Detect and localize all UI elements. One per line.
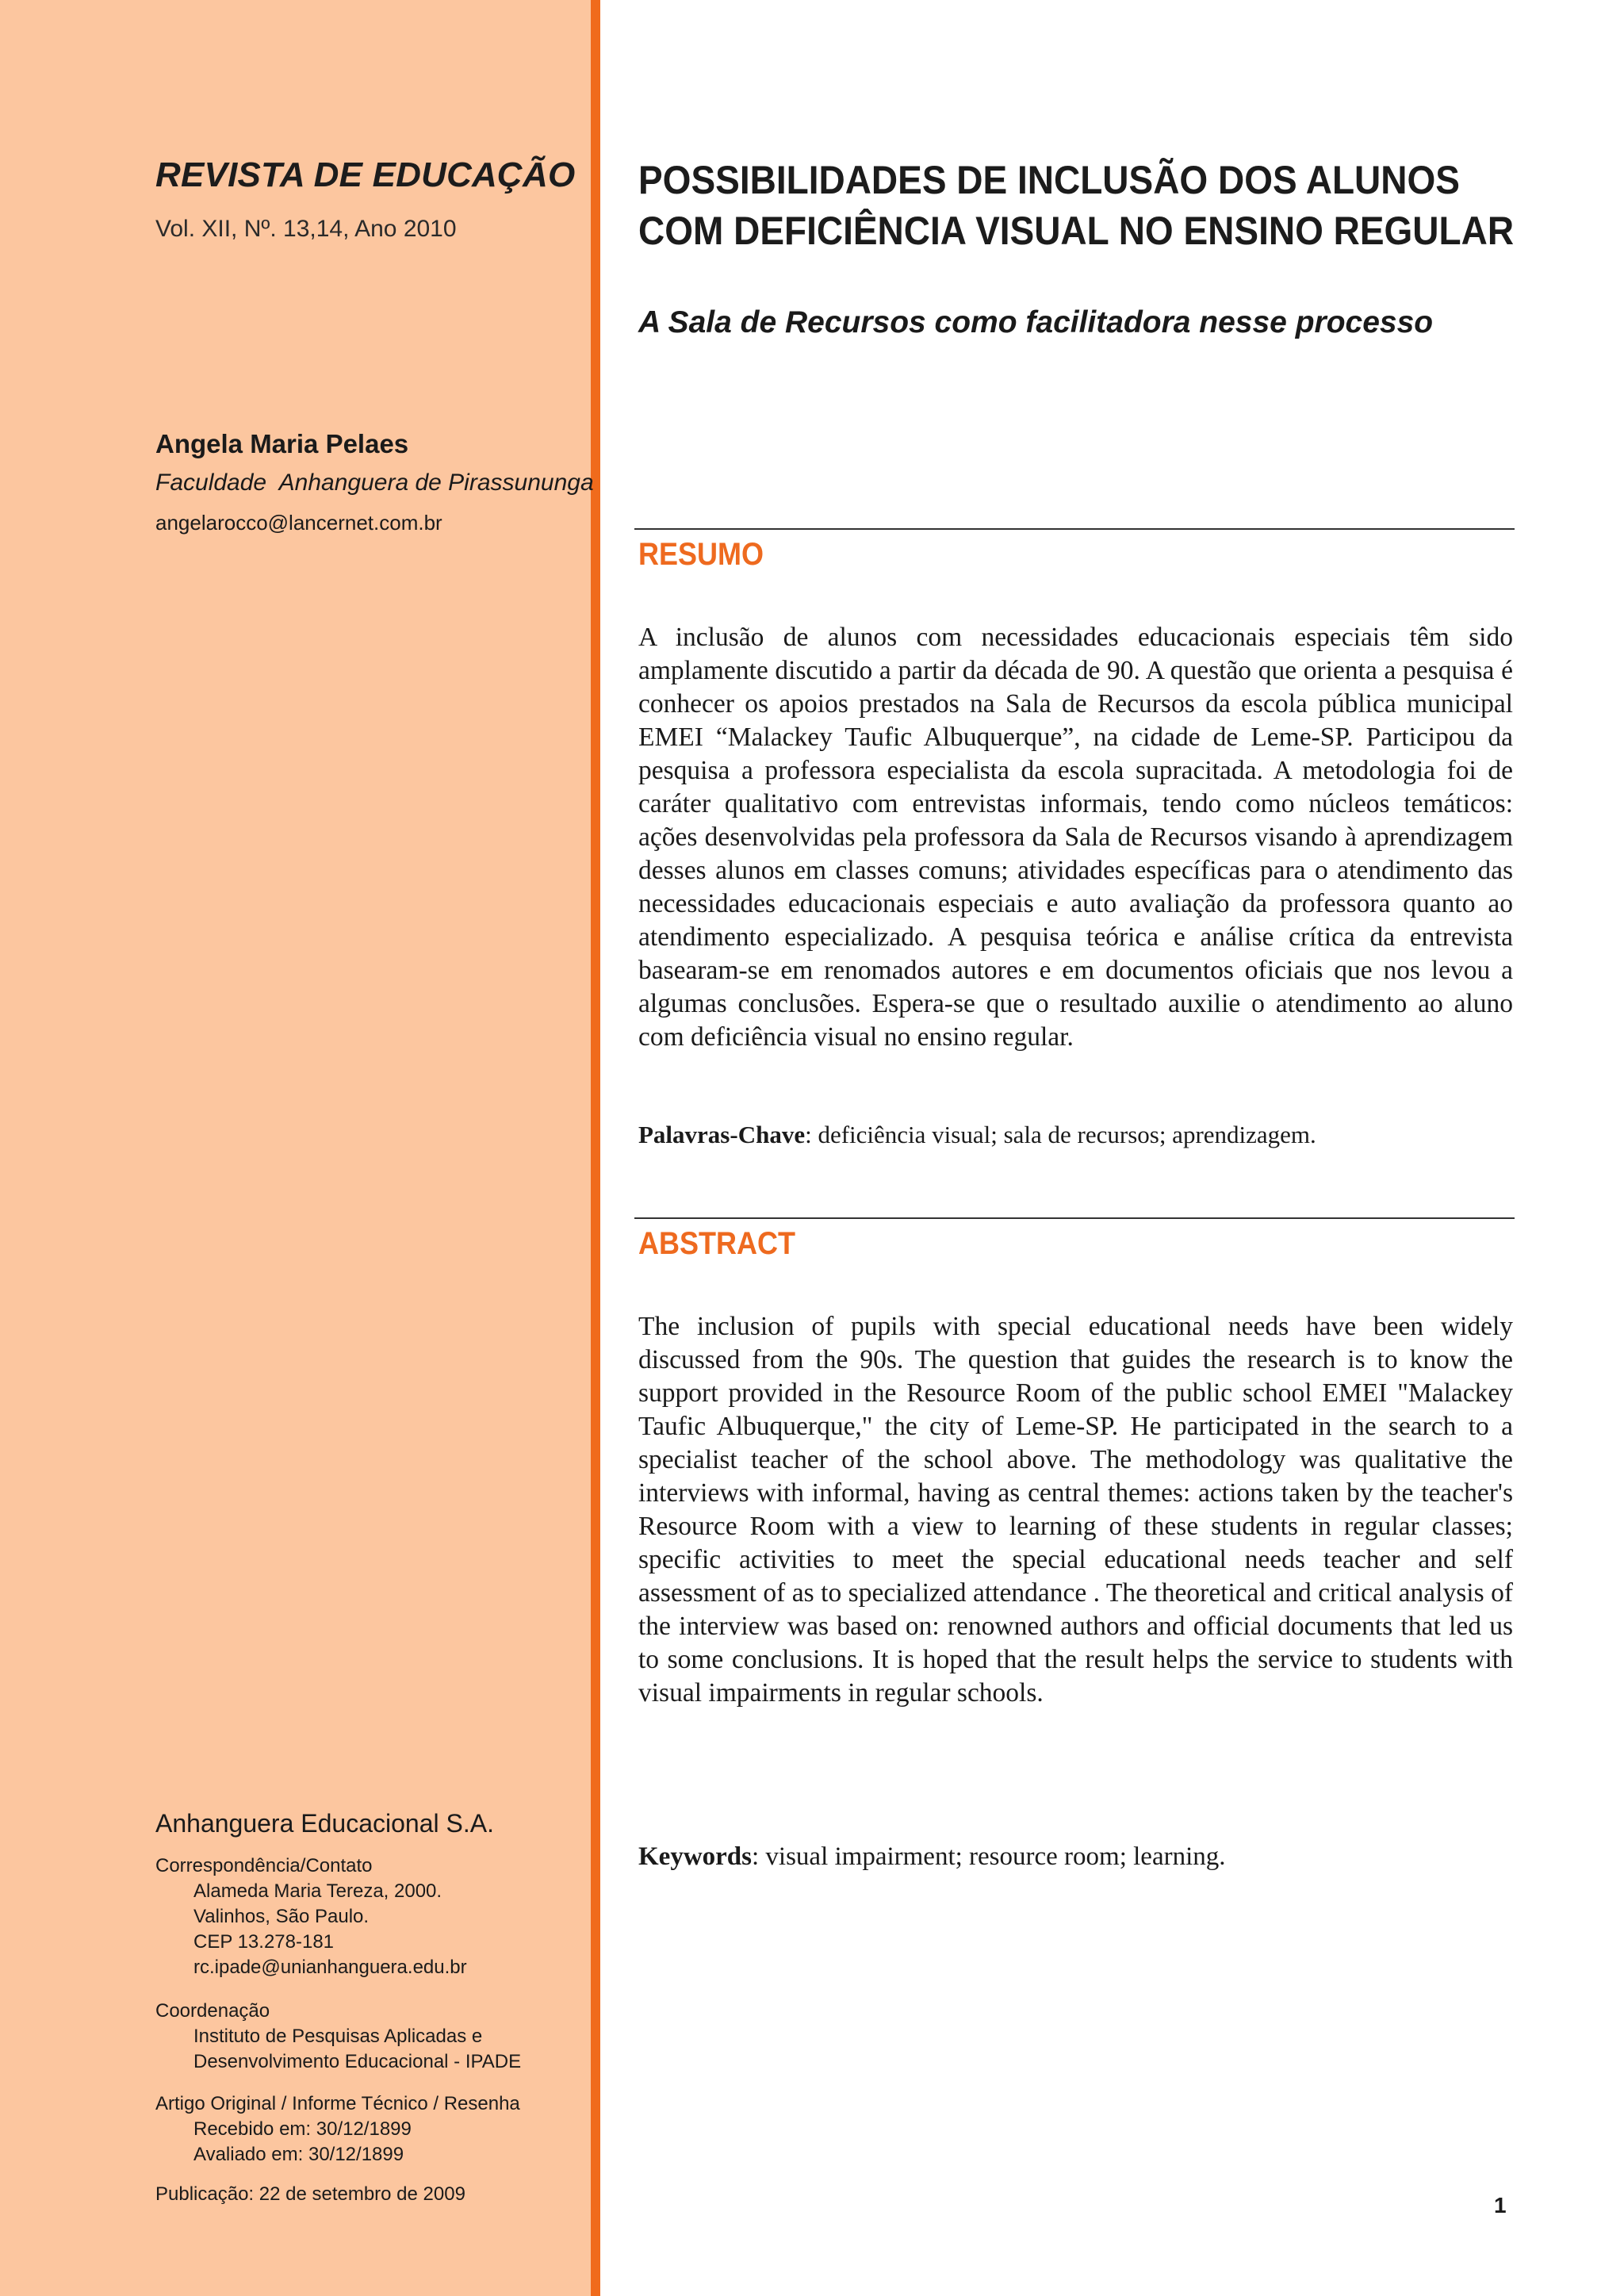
keywords-label: Palavras-Chave	[638, 1121, 806, 1148]
article-info-block	[155, 2091, 520, 2168]
sidebar-divider	[591, 0, 600, 2296]
address-line: Valinhos, São Paulo.	[193, 1906, 370, 1927]
postal-code: CEP 13.278-181	[193, 1931, 335, 1953]
publisher-name: Anhanguera Educacional S.A.	[155, 1809, 494, 1838]
coordination-line: Desenvolvimento Educacional - IPADE	[193, 2051, 522, 2072]
article-subtitle: A Sala de Recursos como facilitadora nesse processo	[638, 305, 1434, 339]
keywords-list: : visual impairment; resource room; learning.	[752, 1842, 1226, 1871]
address-line: Alameda Maria Tereza, 2000.	[193, 1880, 442, 1902]
journal-title: REVISTA DE EDUCAÇÃO	[155, 155, 576, 194]
keywords	[638, 1842, 1226, 1872]
contact-email: rc.ipade@unianhanguera.edu.br	[193, 1957, 467, 1978]
abstract-heading: ABSTRACT	[638, 1226, 795, 1261]
resumo-text: A inclusão de alunos com necessidades educacionais especiais têm sido amplamente discutido a partir da década de 90. A questão que orienta a pesquisa é conhecer os apoios prestados na Sala de Recursos da escola pública municipal EMEI “Malackey Taufic Albuquerque”, na cidade de Leme-SP. Participou da pesquisa a professora especialista da escola supracitada. A metodologia foi de caráter qualitativo com entrevistas informais, tendo como núcleos temáticos: ações desenvolvidas pela professora da Sala de Recursos visando à aprendizagem desses alunos em classes comuns; atividades específicas para o atendimento das necessidades educacionais especiais e auto avaliação da professora quanto ao atendimento especializado. A pesquisa teórica e análise crítica da entrevista basearam-se em renomados autores e em documentos oficiais que nos levou a algumas conclusões. Espera-se que o resultado auxilie o atendimento ao aluno com deficiência visual no ensino regular.	[638, 623, 1513, 1052]
resumo-heading: RESUMO	[638, 537, 764, 572]
keywords-label: Keywords	[638, 1842, 752, 1871]
contact-block	[155, 1853, 467, 1980]
section-divider	[634, 528, 1515, 530]
contact-label: Correspondência/Contato	[155, 1855, 373, 1876]
article-title-line: POSSIBILIDADES DE INCLUSÃO DOS ALUNOS	[638, 158, 1460, 202]
article-title	[638, 155, 1515, 256]
author-name: Angela Maria Pelaes	[155, 429, 409, 458]
coordination-label: Coordenação	[155, 2000, 270, 2022]
author-institution: Faculdade Anhanguera de Pirassununga	[155, 470, 594, 496]
author-email: angelarocco@lancernet.com.br	[155, 511, 442, 535]
journal-volume: Vol. XII, Nº. 13,14, Ano 2010	[155, 216, 457, 242]
publication-date: Publicação: 22 de setembro de 2009	[155, 2183, 465, 2205]
article-title-line: COM DEFICIÊNCIA VISUAL NO ENSINO REGULAR	[638, 209, 1515, 253]
page-number: 1	[1494, 2193, 1507, 2217]
abstract-text: The inclusion of pupils with special educational needs have been widely discussed from the 90s. The question that guides the research is to know the support provided in the Resource Room of the public school EMEI "Malackey Taufic Albuquerque," the city of Leme-SP. He participated in the search to a specialist teacher of the school above. The methodology was qualitative the interviews with informal, having as central themes: actions taken by the teacher's Resource Room with a view to learning of these students in regular classes; specific activities to meet the special educational needs teacher and self assessment of as to specialized attendance . The theoretical and critical analysis of the interview was based on: renowned authors and official documents that led us to some conclusions. It is hoped that the result helps the service to students with visual impairments in regular schools.	[638, 1312, 1513, 1708]
keywords-list: : deficiência visual; sala de recursos; aprendizagem.	[805, 1121, 1316, 1148]
evaluated-date: Avaliado em: 30/12/1899	[193, 2144, 404, 2165]
coordination-line: Instituto de Pesquisas Aplicadas e	[193, 2026, 483, 2047]
section-divider	[634, 1217, 1515, 1219]
article-type: Artigo Original / Informe Técnico / Resenha	[155, 2093, 520, 2114]
palavras-chave	[638, 1121, 1316, 1149]
received-date: Recebido em: 30/12/1899	[193, 2118, 412, 2140]
coordination-block	[155, 1999, 521, 2075]
